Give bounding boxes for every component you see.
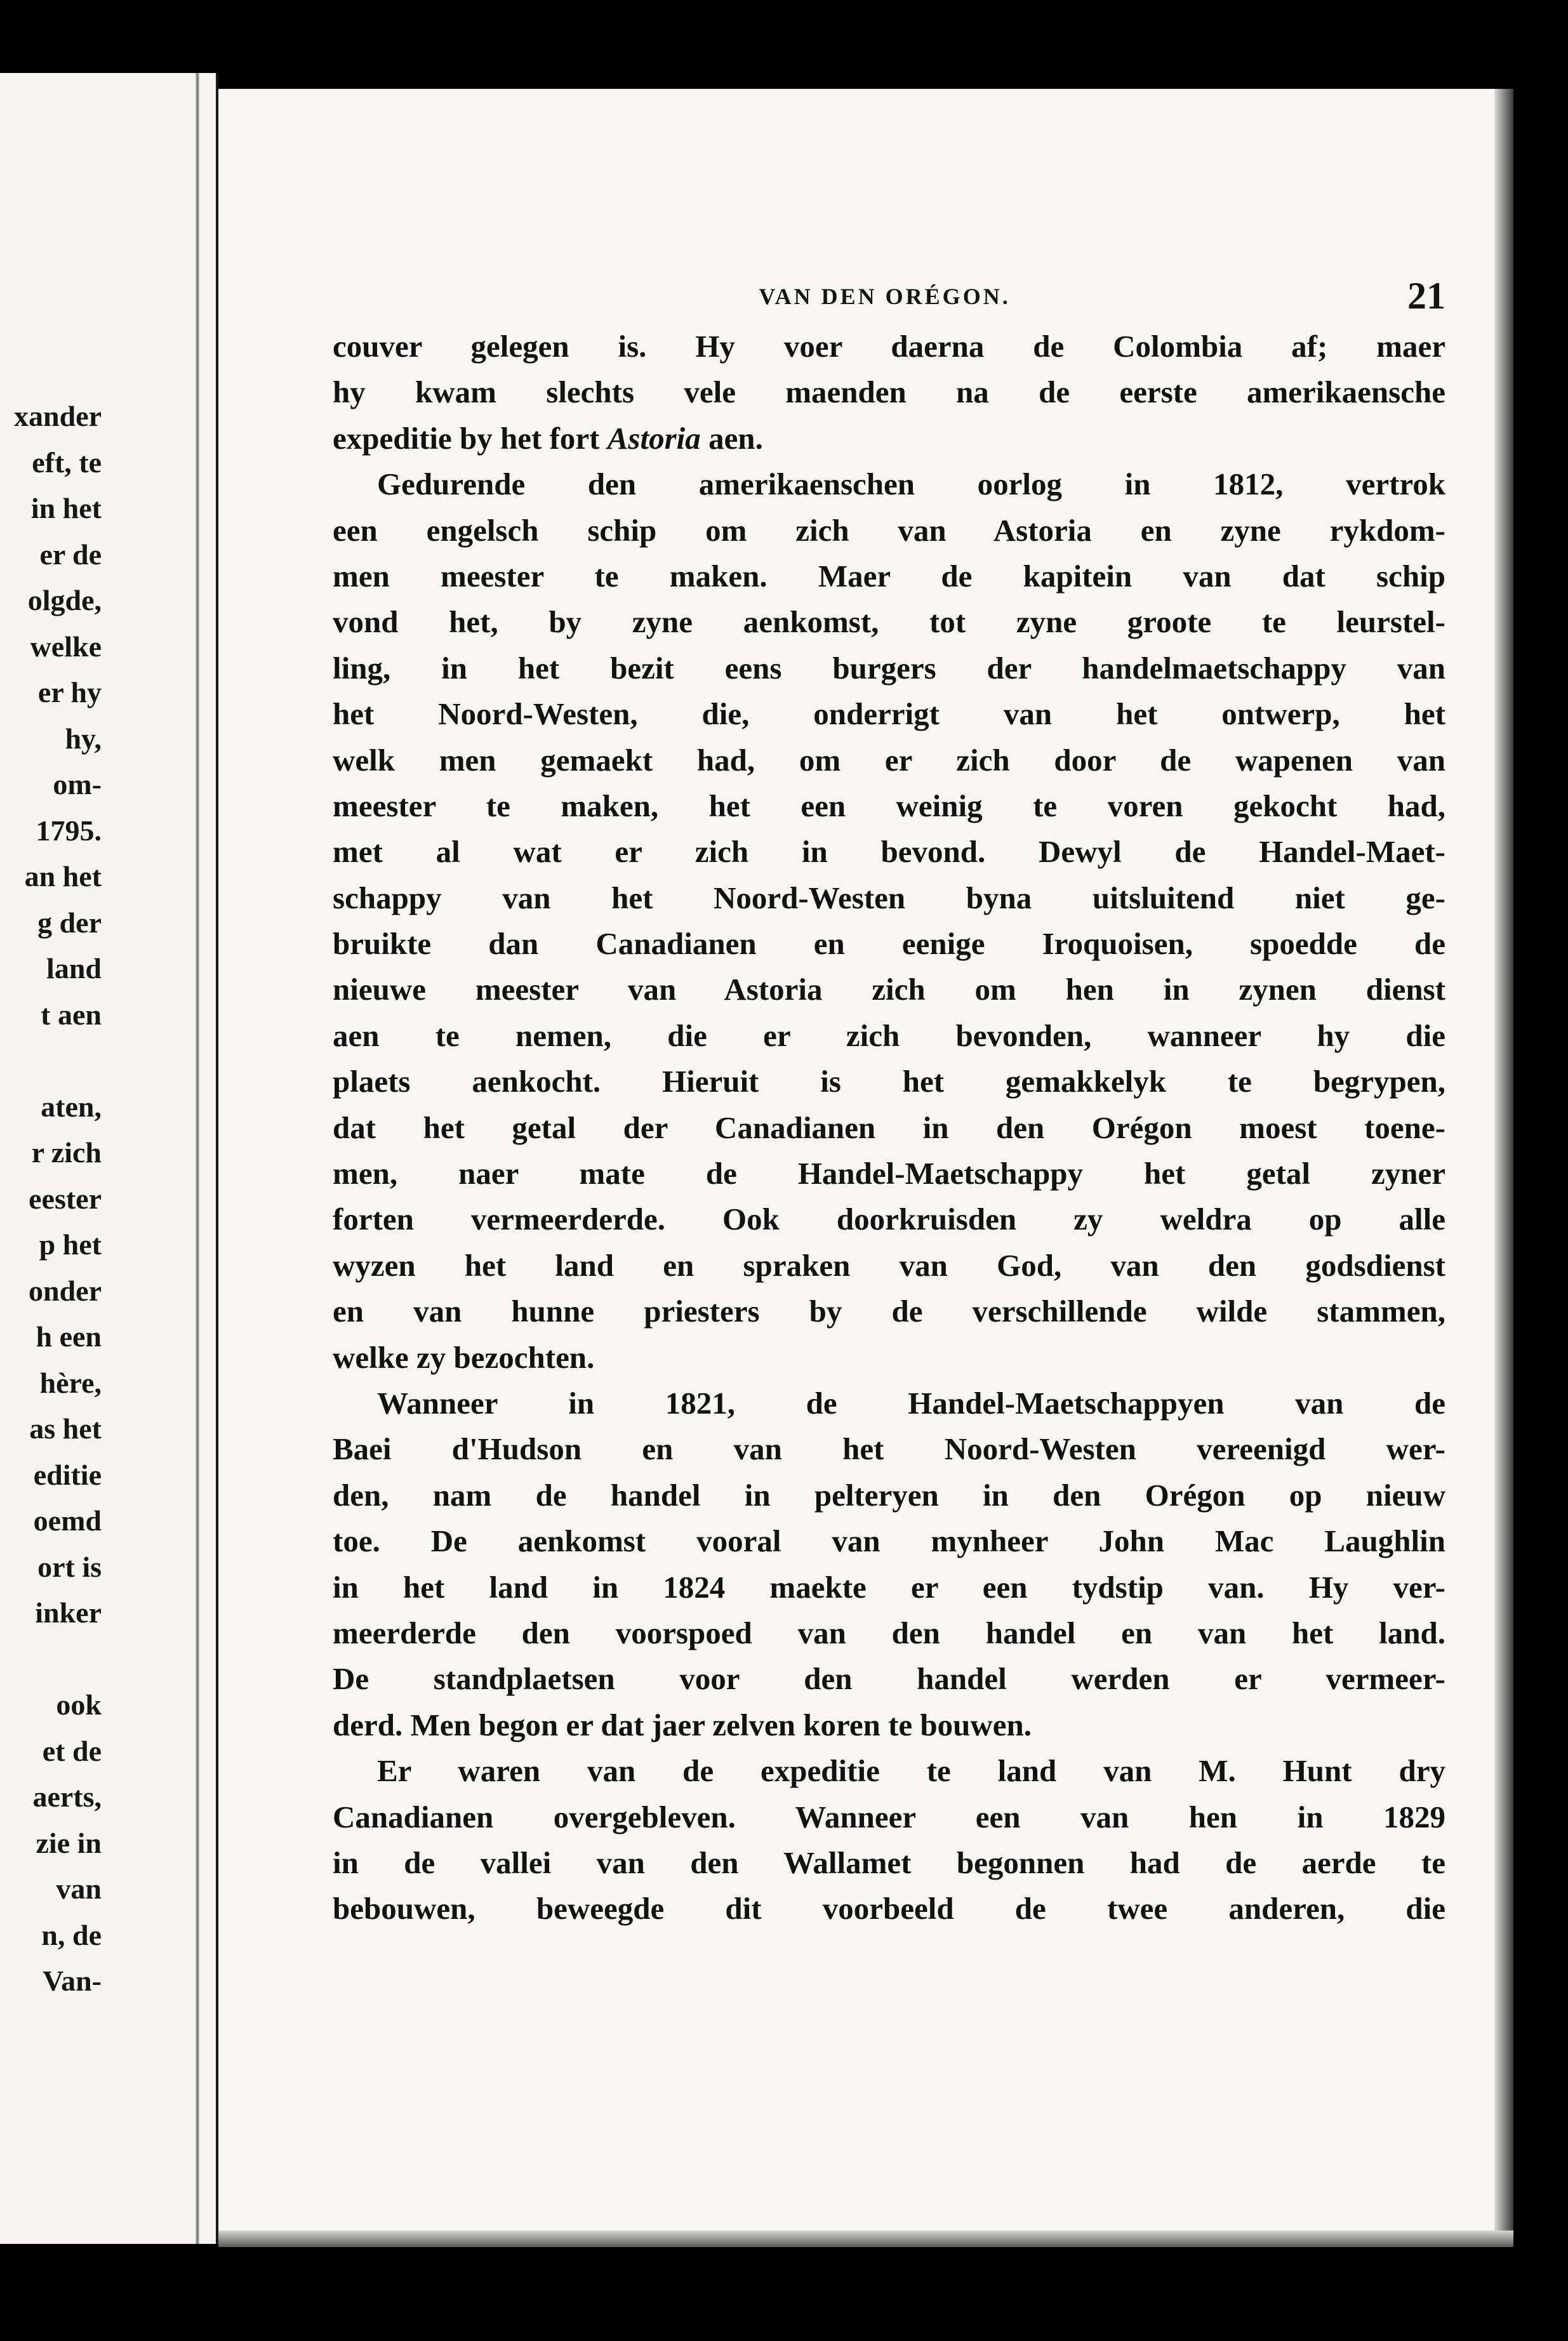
previous-page-line: land [46, 952, 102, 985]
book-gutter [196, 73, 199, 2244]
previous-page-line: et de [42, 1734, 102, 1767]
previous-page-line: hy, [65, 722, 102, 755]
text-line [333, 416, 1445, 461]
text-line: schappy van het Noord-Westen byna uitsluitend niet ge- [333, 880, 1445, 915]
previous-page-line: r zich [31, 1136, 102, 1169]
text-line: welke zy bezochten. [333, 1339, 595, 1375]
text-line: Gedurende den amerikaenschen oorlog in 1812, vertrok [377, 467, 1445, 502]
page-number: 21 [1407, 275, 1445, 317]
text-line: plaets aenkocht. Hieruit is het gemakkelyk te begrypen, [333, 1064, 1445, 1099]
previous-page-line: van [56, 1873, 102, 1905]
previous-page-line: an het [24, 860, 102, 892]
text-line: meerderde den voorspoed van den handel en van het land. [333, 1615, 1445, 1650]
previous-page-line: om- [53, 768, 102, 800]
text-line: welk men gemaekt had, om er zich door de wapenen van [333, 742, 1445, 778]
running-title: VAN DEN ORÉGON. [759, 284, 1011, 309]
text-line: Er waren van de expeditie te land van M. Hunt dry [377, 1753, 1445, 1789]
previous-page-line: hère, [39, 1366, 102, 1399]
italic-run: Astoria [607, 420, 701, 456]
previous-page-line: zie in [36, 1826, 102, 1859]
previous-page-line: onder [29, 1274, 102, 1307]
text-line: en van hunne priesters by de verschillende wilde stammen, [333, 1294, 1445, 1329]
body-text [333, 324, 1445, 1932]
text-line: met al wat er zich in bevond. Dewyl de Handel-Maet- [333, 834, 1445, 870]
text-line: in het land in 1824 maekte er een tydstip van. Hy ver- [333, 1569, 1445, 1605]
previous-page-line: n, de [41, 1918, 102, 1951]
previous-page-line: ort is [37, 1550, 102, 1583]
book-page [218, 89, 1513, 2247]
previous-page-line [0, 1636, 102, 1683]
text-line: aen te nemen, die er zich bevonden, wanneer hy die [333, 1018, 1445, 1053]
text-line: hy kwam slechts vele maenden na de eerste amerikaensche [333, 375, 1445, 410]
previous-page-line: xander [14, 400, 102, 432]
previous-page-line: as het [29, 1412, 102, 1445]
text-line: toe. De aenkomst vooral van mynheer John Mac Laughlin [333, 1523, 1445, 1559]
previous-page-line: eester [29, 1182, 102, 1215]
previous-page-line: ook [56, 1688, 102, 1721]
text-line: men meester te maken. Maer de kapitein van dat schip [333, 558, 1445, 594]
previous-page-line: p het [39, 1228, 102, 1261]
text-line: forten vermeerderde. Ook doorkruisden zy weldra op alle [333, 1202, 1445, 1237]
text-line: ling, in het bezit eens burgers der handelmaetschappy van [333, 650, 1445, 686]
previous-page-line: in het [30, 492, 102, 524]
previous-page-line: g der [37, 906, 102, 939]
text-line: den, nam de handel in pelteryen in den Orégon op nieuw [333, 1477, 1445, 1513]
text-line: Baei d'Hudson en van het Noord-Westen vereenigd wer- [333, 1431, 1445, 1467]
text-line: nieuwe meester van Astoria zich om hen in zynen dienst [333, 972, 1445, 1007]
previous-page-line: oemd [33, 1504, 102, 1537]
text-line: wyzen het land en spraken van God, van den godsdienst [333, 1247, 1445, 1283]
text-line: Wanneer in 1821, de Handel-Maetschappyen van de [377, 1385, 1445, 1421]
previous-page-text [0, 394, 102, 2005]
text-line: meester te maken, het een weinig te voren gekocht had, [333, 788, 1445, 823]
text-line: couver gelegen is. Hy voer daerna de Colombia af; maer [333, 329, 1445, 364]
page-bottom-edge [218, 2231, 1513, 2247]
previous-page-line: 1795. [36, 814, 102, 847]
text-line: De standplaetsen voor den handel werden er vermeer- [333, 1661, 1445, 1697]
text-run: aen. [700, 420, 763, 456]
text-line: bruikte dan Canadianen en eenige Iroquoisen, spoedde de [333, 926, 1445, 962]
previous-page-line: inker [35, 1596, 102, 1629]
previous-page-line: welke [30, 630, 102, 663]
text-line: dat het getal der Canadianen in den Orégon moest toene- [333, 1110, 1445, 1145]
previous-page-line: olgde, [27, 584, 102, 616]
text-line: een engelsch schip om zich van Astoria en zyne rykdom- [333, 512, 1445, 548]
previous-page-line: t aen [41, 998, 102, 1031]
previous-page-line: eft, te [32, 446, 102, 479]
previous-page-line [0, 1038, 102, 1084]
previous-page-line: editie [33, 1458, 102, 1491]
previous-page-line: h een [36, 1320, 102, 1353]
previous-page-line: aten, [41, 1090, 102, 1123]
previous-page [0, 73, 218, 2244]
text-line: vond het, by zyne aenkomst, tot zyne groote te leurstel- [333, 604, 1445, 640]
text-line: derd. Men begon er dat jaer zelven koren te bouwen. [333, 1707, 1032, 1742]
previous-page-line: aerts, [32, 1781, 102, 1813]
text-line: het Noord-Westen, die, onderrigt van het ontwerp, het [333, 696, 1445, 732]
previous-page-line: Van- [43, 1965, 102, 1997]
previous-page-line: er hy [37, 676, 102, 708]
previous-page-line: er de [39, 538, 102, 571]
page-fore-edge [1494, 89, 1513, 2247]
text-line: men, naer mate de Handel-Maetschappy het getal zyner [333, 1156, 1445, 1191]
text-line: bebouwen, beweegde dit voorbeeld de twee anderen, die [333, 1891, 1445, 1927]
text-line: Canadianen overgebleven. Wanneer een van hen in 1829 [333, 1799, 1445, 1834]
text-run: expeditie by het fort [333, 420, 608, 456]
text-line: in de vallei van den Wallamet begonnen had de aerde te [333, 1845, 1445, 1880]
